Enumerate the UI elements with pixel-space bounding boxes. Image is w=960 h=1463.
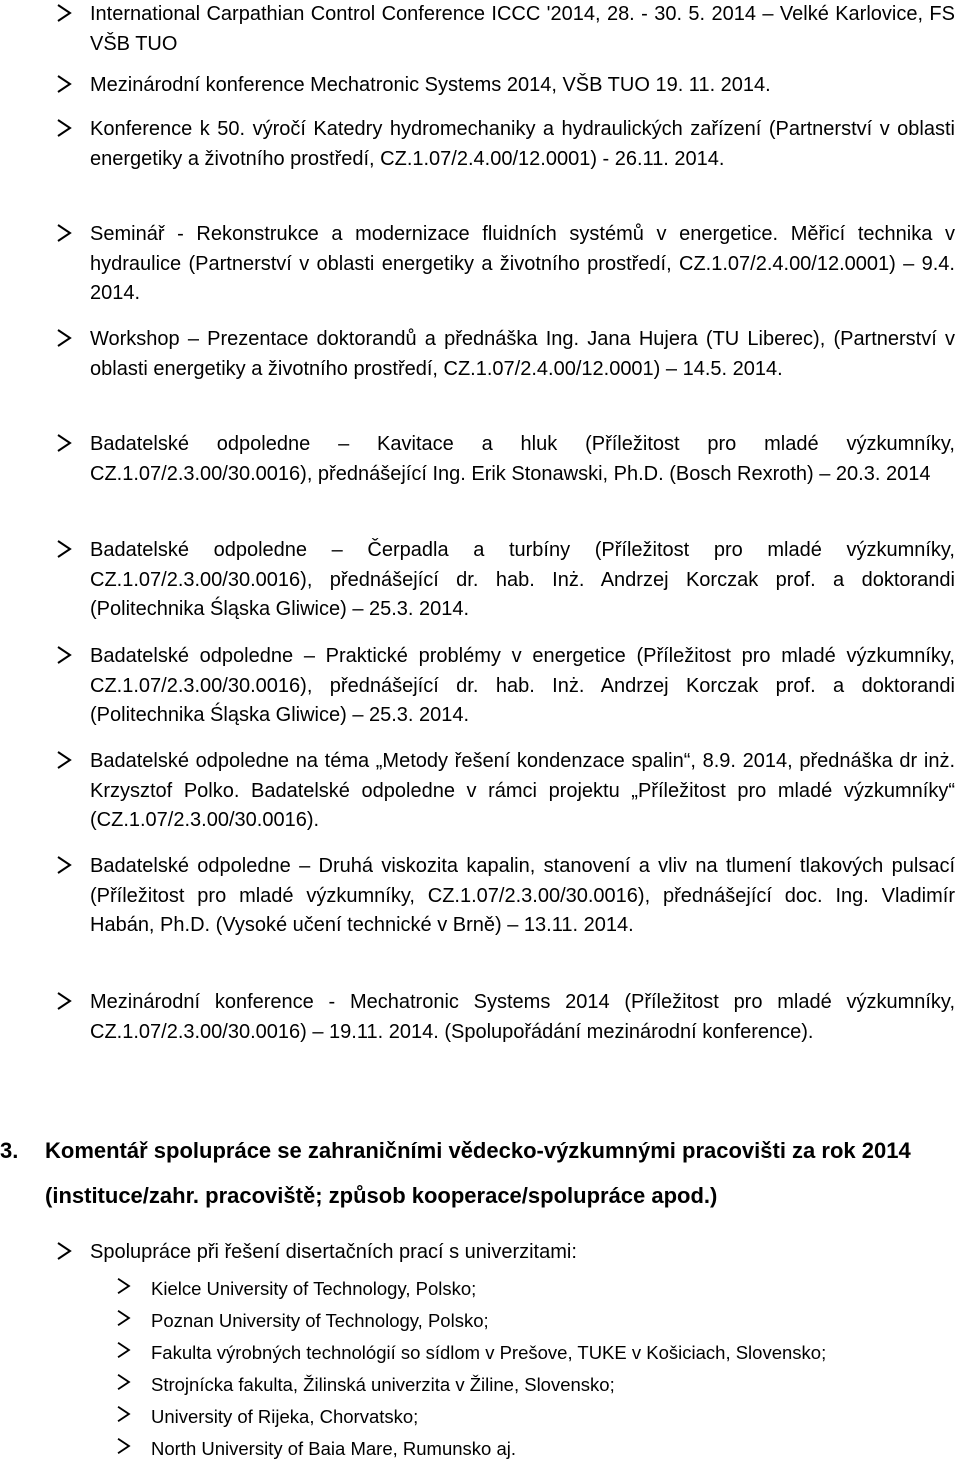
university-name: Poznan University of Technology, Polsko; xyxy=(151,1310,489,1331)
cooperation-intro: Spolupráce při řešení disertačních prací s univerzitami: xyxy=(90,1241,577,1263)
arrowhead-bullet-icon xyxy=(55,990,73,1012)
arrowhead-bullet-icon xyxy=(115,1308,132,1328)
list-item xyxy=(55,220,955,309)
list-item-text: Badatelské odpoledne – Kavitace a hluk (Příležitost pro mladé výzkumníky, CZ.1.07/2.3.00/30.0016), přednášející Ing. Erik Stonawski, Ph.D. (Bosch Rexroth) – 20.3. 2014 xyxy=(90,433,955,485)
list-item-text: Mezinárodní konference - Mechatronic Systems 2014 (Příležitost pro mladé výzkumníky, CZ.1.07/2.3.00/30.0016) – 19.11. 2014. (Spolupořádání mezinárodní konference). xyxy=(90,991,955,1043)
arrowhead-bullet-icon xyxy=(55,117,73,139)
arrowhead-bullet-icon xyxy=(55,749,73,771)
arrowhead-bullet-icon xyxy=(55,1240,73,1262)
cooperation-intro-item xyxy=(55,1238,955,1268)
section-number: 3. xyxy=(0,1138,19,1163)
list-item-text: Badatelské odpoledne na téma „Metody řešení kondenzace spalin“, 8.9. 2014, přednáška dr inż. Krzysztof Polko. Badatelské odpoledne v rámci projektu „Příležitost pro mladé výzkumníky“ (CZ.1.07/2.3.00/30.0016). xyxy=(90,750,955,831)
university-item xyxy=(115,1403,955,1431)
list-item-text: Mezinárodní konference Mechatronic Systems 2014, VŠB TUO 19. 11. 2014. xyxy=(90,74,771,96)
university-item xyxy=(115,1307,955,1335)
arrowhead-bullet-icon xyxy=(55,538,73,560)
university-item xyxy=(115,1435,955,1463)
list-item xyxy=(55,747,955,836)
arrowhead-bullet-icon xyxy=(55,644,73,666)
arrowhead-bullet-icon xyxy=(55,327,73,349)
list-item-text: Badatelské odpoledne – Druhá viskozita kapalin, stanovení a vliv na tlumení tlakových pulsací (Příležitost pro mladé výzkumníky, CZ.1.07/2.3.00/30.0016), přednášející doc. Ing. Vladimír Habán, Ph.D. (Vysoké učení technické v Brně) – 13.11. 2014. xyxy=(90,855,955,936)
university-name: University of Rijeka, Chorvatsko; xyxy=(151,1406,419,1427)
list-item-text: Seminář - Rekonstrukce a modernizace fluidních systémů v energetice. Měřicí technika v hydraulice (Partnerství v oblasti energetiky a životního prostředí, CZ.1.07/2.4.00/12.0001) – 9.4. 2014. xyxy=(90,223,955,304)
university-name: Kielce University of Technology, Polsko; xyxy=(151,1278,477,1299)
arrowhead-bullet-icon xyxy=(55,73,73,95)
list-item xyxy=(55,536,955,625)
list-item xyxy=(55,988,955,1047)
list-item xyxy=(55,0,955,59)
list-item xyxy=(55,325,955,384)
university-item xyxy=(115,1371,955,1399)
arrowhead-bullet-icon xyxy=(115,1276,132,1296)
list-item xyxy=(55,71,955,101)
list-item-text: Badatelské odpoledne – Praktické problémy v energetice (Příležitost pro mladé výzkumníky, CZ.1.07/2.3.00/30.0016), přednášející dr. hab. Inż. Andrzej Korczak prof. a doktorandi (Politechnika Śląska Gliwice) – 25.3. 2014. xyxy=(90,645,955,726)
university-name: Strojnícka fakulta, Žilinská univerzita v Žiline, Slovensko; xyxy=(151,1374,615,1395)
university-name: Fakulta výrobných technológií so sídlom v Prešove, TUKE v Košiciach, Slovensko; xyxy=(151,1342,827,1363)
arrowhead-bullet-icon xyxy=(55,854,73,876)
list-item xyxy=(55,430,955,489)
list-item xyxy=(55,115,955,174)
section-title: Komentář spolupráce se zahraničními vědecko-výzkumnými pracovišti za rok 2014 (instituce/zahr. pracoviště; způsob kooperace/spolupráce apod.) xyxy=(45,1138,911,1208)
arrowhead-bullet-icon xyxy=(115,1340,132,1360)
arrowhead-bullet-icon xyxy=(55,2,73,24)
list-item xyxy=(55,642,955,731)
university-item xyxy=(115,1275,955,1303)
list-item-text: Workshop – Prezentace doktorandů a přednáška Ing. Jana Hujera (TU Liberec), (Partnerství v oblasti energetiky a životního prostředí, CZ.1.07/2.4.00/12.0001) – 14.5. 2014. xyxy=(90,328,955,380)
arrowhead-bullet-icon xyxy=(55,432,73,454)
university-name: North University of Baia Mare, Rumunsko aj. xyxy=(151,1438,516,1459)
university-item xyxy=(115,1339,955,1367)
list-item-text: Konference k 50. výročí Katedry hydromechaniky a hydraulických zařízení (Partnerství v oblasti energetiky a životního prostředí, CZ.1.07/2.4.00/12.0001) - 26.11. 2014. xyxy=(90,118,955,170)
section-heading xyxy=(0,1128,960,1218)
arrowhead-bullet-icon xyxy=(115,1404,132,1424)
arrowhead-bullet-icon xyxy=(115,1372,132,1392)
list-item-text: Badatelské odpoledne – Čerpadla a turbíny (Příležitost pro mladé výzkumníky, CZ.1.07/2.3.00/30.0016), přednášející dr. hab. Inż. Andrzej Korczak prof. a doktorandi (Politechnika Śląska Gliwice) – 25.3. 2014. xyxy=(90,539,955,620)
list-item-text: International Carpathian Control Conference ICCC '2014, 28. - 30. 5. 2014 – Velké Karlovice, FS VŠB TUO xyxy=(90,3,955,55)
list-item xyxy=(55,852,955,941)
arrowhead-bullet-icon xyxy=(55,222,73,244)
arrowhead-bullet-icon xyxy=(115,1436,132,1456)
